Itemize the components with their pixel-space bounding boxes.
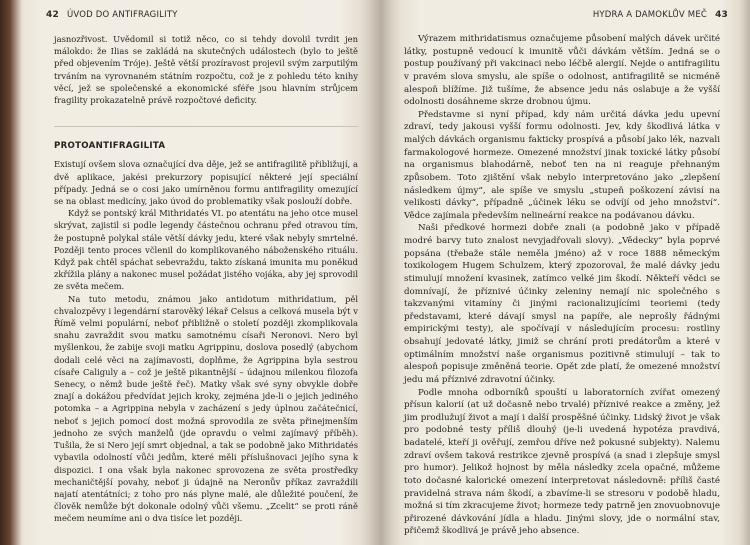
left-running-header bbox=[46, 10, 178, 24]
right-page-text bbox=[404, 33, 720, 538]
left-header-title: ÚVOD DO ANTIFRAGILITY bbox=[66, 10, 178, 20]
paragraph: Když se pontský král Mithridatés VI. po atentátu na jeho otce musel skrývat, zajistil si podle legendy částečnou ochranu před otravou tím, že postupně polykal stále větší dávky jedu, které však nebyly smrtelné. Později tento proces včlenil do komplikovaného náboženského rituálu. Když pak chtěl spáchat sebevraždu, takto získaná imunita mu poněkud zkřížila plány a nakonec musel požádat jistého vojáka, aby jej sprovodil ze světa mečem. bbox=[54, 208, 358, 292]
paragraph: Výrazem mithridatismus označujeme působení malých dávek určité látky, postupně vedoucí k imunitě vůči dávkám větším. Jedná se o postup používaný při vakcinaci nebo léčbě alergií. Nejde o antifragilitu v pravém slova smyslu, ale spíše o odolnost, antifragilitě se nicméně alespoň blížíme. Již tušíme, že absence jedu nás oslabuje a že vyšší odolnosti dosáhneme skrze drobnou újmu. bbox=[404, 34, 720, 108]
left-page bbox=[20, 0, 372, 545]
left-page-text bbox=[54, 33, 358, 525]
paragraph: Existují ovšem slova označující dva děje, jež se antifragilitě přibližují, a dvě aplikace, jakési prekurzory popisující některé její speciální případy. Jedná se o cosi jako umírněnou formu antifragility omezující se na oblast medicíny, jako úvod do problematiky však poslouží dobře. bbox=[54, 159, 358, 207]
right-running-header bbox=[593, 10, 728, 24]
paragraph: Podle mnoha odborníků spouští u laboratorních zvířat omezený přísun kalorií (at už dočasně nebo trvalé) příznivé reakce a změny, jež jim prodlužují život a mají i další prospěšné účinky. Lidský život je však pro podobné testy příliš dlouhý (je-li uvedená hypotéza pravdivá, badatelé, kteří ji ověřují, zemřou dříve než pokusné subjekty). Nalemu zdraví ovšem taková restrikce zjevně prospívá (a snad i zlepšuje smysl pro humor). Jelikož hojnost by měla následky zcela opačné, můžeme toto dočasné kalorické omezení interpretovat následovně: příliš časté pravidelná strava nám škodí, a zbavíme-li se stresoru v podobě hladu, možná si tím zkracujeme život; hormeze tedy patrně jen znovuobnovuje přirozené dávkování jídla a hladu. Jinými slovy, jde o normální stav, přičemž škodlivá je právě jeho absence. bbox=[404, 387, 720, 537]
right-header-title: HYDRA A DAMOKLŮV MEČ bbox=[592, 10, 708, 20]
section-heading: PROTOANTIFRAGILITA bbox=[54, 126, 358, 152]
paragraph: Představme si nyní případ, kdy nám určitá dávka jedu upevní zdraví, tedy jakousi vyšší formu odolnosti. Jev, kdy škodlivá látka v malých dávkách organismu fakticky prospívá a působí jako lék, nazvali farmakologové hormeze. Omezené množství jinak toxické látky působí na organismus blahodárně, neboť ten na ni reaguje přehnaným způsobem. Toto zjištění však nebylo interpretováno jako „zlepšení následkem újmy“, ale spíše ve smyslu „stupeň poškození závisí na velikosti dávky“, případně „účinek léku se odvíjí od jeho množství“. Vědce zajímala především nelineární reakce na podávanou dávku. bbox=[404, 109, 720, 221]
paragraph: Naši předkové hormezi dobře znali (a podobně jako v případě modré barvy tuto znalost nevyjadřovali slovy). „Vědecky“ byla poprvé popsána (třebaže stále neměla jméno) až v roce 1888 německým toxikologem Hugem Schulzem, který zpozoroval, že malé dávky jedu stimulují množení kvasinek, zatímco velké jim škodí. Někteří vědci se domnívají, že příznivé účinky zeleniny nemají nic společného s takzvanými vitamíny či jinými racionalizujícími teoriemi (tedy představami, které dávají smysl na papíře, ale neprošly řádnými empirickými testy), ale spočívají v následujícím procesu: rostliny obsahují jedovaté látky, jimiž se chrání proti predátorům a které v optimálním množství naše organismus pozitivně stimulují – tak to alespoň popisuje změněná teorie. Opět zde platí, že omezené množství jedu má příznivé zdravotní účinky. bbox=[404, 223, 720, 385]
paragraph: jasnozřivost. Uvědomil si totiž něco, co si tehdy dovolil tvrdit jen málokdo: že Ilias se zakládá na skutečných událostech (bylo to ještě před objevením Tróje). Ještě větší prozíravost projevil svým zarputilým trváním na vyrovnaném státním rozpočtu, což je z pohledu této knihy věcí, jež se společenské a ekonomické sféře jsou hlavním strůjcem fragility prokazatelně právě rozpočtové deficity. bbox=[54, 34, 358, 106]
right-page bbox=[388, 0, 736, 545]
right-page-number: 43 bbox=[715, 10, 728, 20]
paragraph: Na tuto metodu, známou jako antidotum mithridatium, pěl chvalozpěvy i legendární starověký lékař Celsus a celková musela být v Římě velmi populární, neboť přibližně o století později zkomplikovala snahu zavraždit svou matku samotnému císaři Neronovi. Nero byl myšlenkou, že zabije svoji matku Agrippinu, doslova posedlý (abychom dodali celé věci na zajímavosti, doplňme, že Agrippina byla sestrou císaře Caliguly a – což je ještě pikantnější – údajnou milenkou filozofa Senecy, o němž bude ještě řeč). Matky však své syny obvykle dobře znají a dokážou předvídat jejich kroky, zejména jde-li o jejich jediného potomka – a Agrippina nebyla v zacházení s jedy úplnou začátečnicí, neboť s jejich pomocí dost možná sprovodila ze světa přinejmenším jednoho ze svých manželů (jde opravdu o velmi zajímavý příběh). Tušila, že si Nero její smrt objednal, a tak se podobně jako Mithridatés vybavila odolností vůči jedům, které měli příslušnovaci jejího syna k dispozici. I ona však byla nakonec sprovozena ze světa prostředky mechaničtější povahy, neboť ji údajně na Neronův příkaz zavraždili najatí atentátníci; z toho pro nás plyne malé, ale důležité poučení, že člověk nemůže být dokonale odolný vůči všemu. „Zcelit“ se proti ráně mečem neumíme ani o dva tisíce let později. bbox=[54, 293, 358, 524]
left-page-number: 42 bbox=[46, 10, 59, 20]
